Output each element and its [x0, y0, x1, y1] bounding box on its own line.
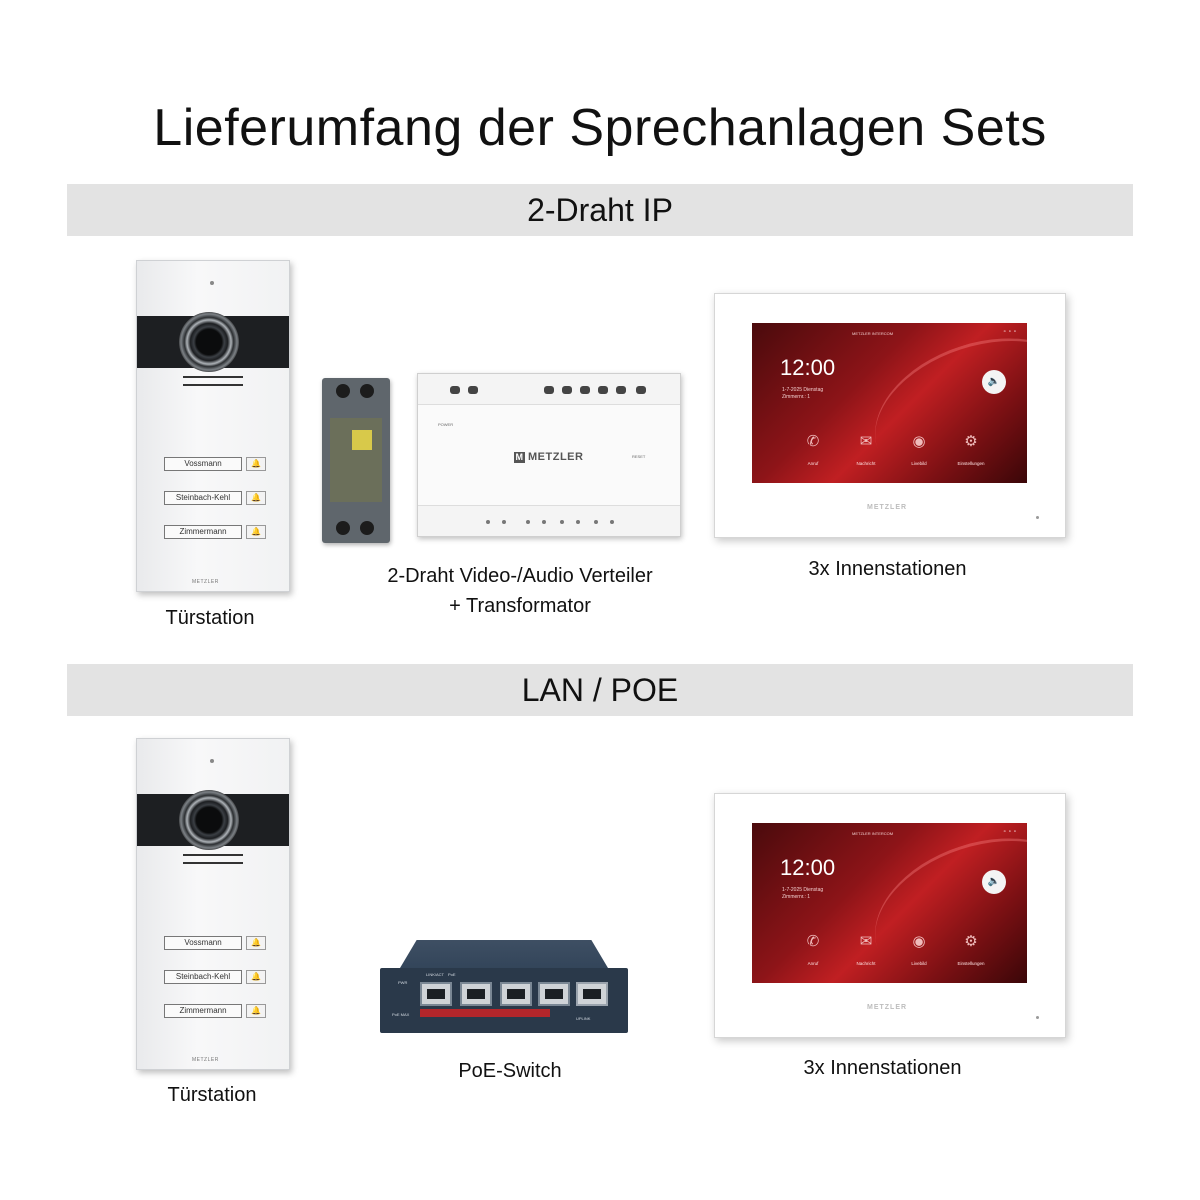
distributor-brand: M METZLER	[515, 451, 584, 463]
monitor-brand: METZLER	[867, 504, 908, 511]
ethernet-port	[500, 982, 532, 1006]
caption-poe-switch: PoE-Switch	[458, 1060, 562, 1082]
monitor-date-block: 1-7-2025 Dienstag Zimmernr.: 1	[782, 887, 824, 900]
camera-lens-icon	[179, 312, 239, 372]
status-icons: ▫▫▫	[1003, 329, 1019, 335]
monitor-date-block: 1-7-2025 Dienstag Zimmernr.: 1	[782, 387, 824, 400]
bell-icon: 🔔	[246, 970, 266, 984]
distributor-image	[417, 373, 681, 537]
monitor-screen	[752, 323, 1027, 483]
page-title: Lieferumfang der Sprechanlagen Sets	[153, 99, 1047, 157]
caption-monitors-2: 3x Innenstationen	[803, 1057, 962, 1079]
monitor-clock: 12:00	[780, 355, 836, 380]
bell-icon: 🔔	[246, 491, 266, 505]
nameplate: Vossmann	[164, 457, 242, 471]
monitor-header: METZLER INTERCOM	[852, 831, 894, 836]
action-label: Anruf	[807, 961, 819, 966]
door-station-brand: METZLER	[192, 579, 219, 585]
speaker-grill	[183, 376, 243, 386]
indoor-monitor-image	[714, 293, 1066, 538]
switch-poe-max-label: PoE MAX	[392, 1012, 410, 1017]
bell-icon: 🔔	[246, 525, 266, 539]
eye-icon: ◉	[912, 433, 926, 450]
speaker-icon: 🔈	[982, 370, 1006, 394]
switch-poe-label: PoE	[448, 972, 456, 977]
ethernet-port	[420, 982, 452, 1006]
reset-label: RESET	[632, 454, 646, 459]
action-label: Livebild	[911, 961, 927, 966]
uplink-port	[576, 982, 608, 1006]
gear-icon: ⚙	[964, 433, 978, 450]
eye-icon: ◉	[912, 933, 926, 950]
nameplate: Vossmann	[164, 936, 242, 950]
ethernet-port	[538, 982, 570, 1006]
section-heading-lan-poe: LAN / POE	[67, 664, 1133, 716]
action-label: Livebild	[911, 461, 927, 466]
monitor-brand: METZLER	[867, 1004, 908, 1011]
speaker-grill	[183, 854, 243, 864]
mail-icon: ✉	[859, 933, 873, 950]
monitor-screen	[752, 823, 1027, 983]
caption-distributor-line1: 2-Draht Video-/Audio Verteiler	[387, 565, 653, 587]
phone-icon: ✆	[806, 433, 820, 450]
door-station-image	[136, 260, 290, 592]
indoor-monitor-image	[714, 793, 1066, 1038]
camera-module	[137, 794, 289, 846]
caption-door-station-1: Türstation	[165, 607, 255, 629]
action-label: Einstellungen	[957, 461, 985, 466]
switch-uplink-label: UPLINK	[576, 1016, 591, 1021]
door-station-image	[136, 738, 290, 1070]
nameplate: Steinbach-Kehl	[164, 970, 242, 984]
switch-link-label: LINK/ACT	[426, 972, 445, 977]
switch-power-label: PWR	[398, 980, 408, 985]
gear-icon: ⚙	[964, 933, 978, 950]
nameplate: Zimmermann	[164, 525, 242, 539]
transformer-image	[322, 378, 390, 543]
bell-icon: 🔔	[246, 936, 266, 950]
speaker-icon: 🔈	[982, 870, 1006, 894]
caption-monitors-1: 3x Innenstationen	[808, 558, 967, 580]
action-label: Anruf	[807, 461, 819, 466]
bell-icon: 🔔	[246, 1004, 266, 1018]
camera-lens-icon	[179, 790, 239, 850]
ethernet-port	[460, 982, 492, 1006]
action-label: Nachricht	[856, 461, 876, 466]
caption-door-station-2: Türstation	[167, 1084, 257, 1106]
nameplate: Steinbach-Kehl	[164, 491, 242, 505]
caption-distributor-line2: + Transformator	[449, 595, 591, 617]
nameplate: Zimmermann	[164, 1004, 242, 1018]
section-heading-2draht: 2-Draht IP	[67, 184, 1133, 236]
monitor-clock: 12:00	[780, 855, 836, 880]
door-station-brand: METZLER	[192, 1057, 219, 1063]
phone-icon: ✆	[806, 933, 820, 950]
power-label: POWER	[438, 422, 454, 427]
action-label: Nachricht	[856, 961, 876, 966]
caption-distributor	[340, 561, 700, 621]
monitor-header: METZLER INTERCOM	[852, 331, 894, 336]
action-label: Einstellungen	[957, 961, 985, 966]
mail-icon: ✉	[859, 433, 873, 450]
status-icons: ▫▫▫	[1003, 829, 1019, 835]
poe-switch-image	[380, 940, 628, 1035]
camera-module	[137, 316, 289, 368]
bell-icon: 🔔	[246, 457, 266, 471]
